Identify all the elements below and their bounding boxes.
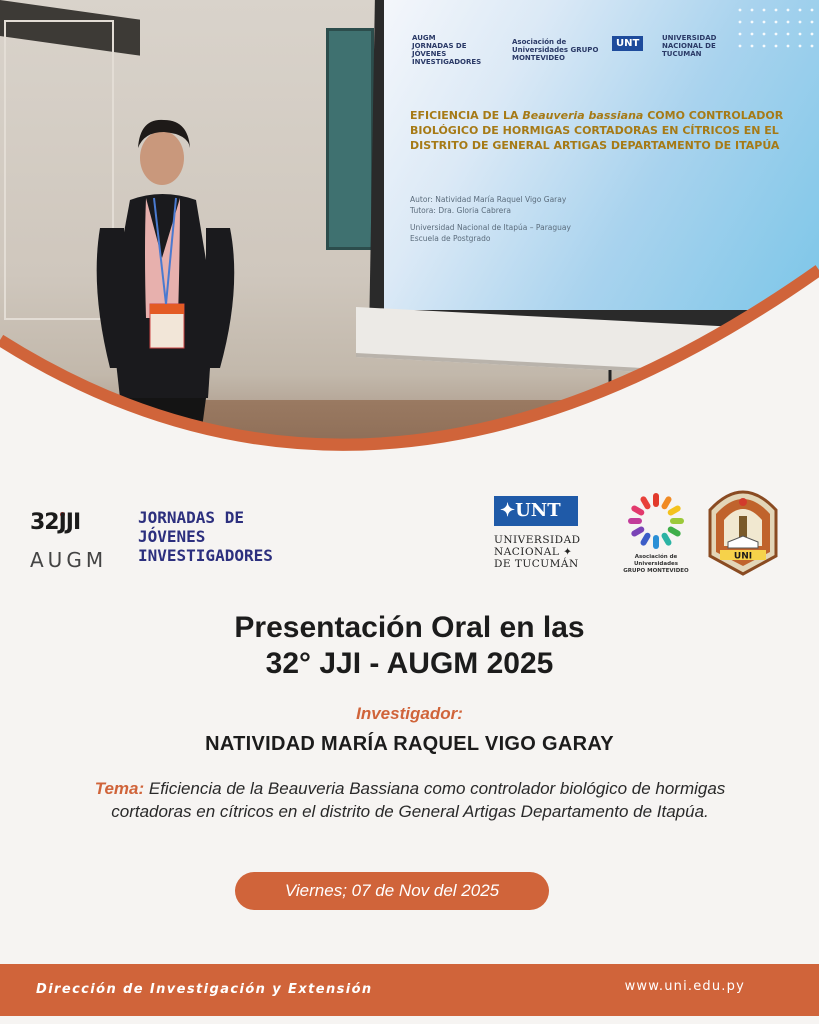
slide-title-part1: EFICIENCIA DE LA	[410, 109, 523, 122]
grupo-text	[616, 554, 696, 575]
jji-augm: AUGM	[30, 548, 108, 572]
jji-letters: JJI	[58, 510, 81, 535]
title-line2: 32° JJI - AUGM 2025	[265, 647, 554, 680]
jji-number	[30, 510, 80, 535]
grupo-line2: GRUPO MONTEVIDEO	[623, 568, 689, 574]
uni-seal-icon	[706, 480, 780, 576]
slide-title-italic: Beauveria bassiana	[522, 109, 644, 122]
unt-line3: DE TUCUMÁN	[494, 558, 579, 570]
logo-unt	[494, 496, 586, 576]
unt-box-text: UNT	[515, 500, 561, 521]
unt-line2-row: NACIONAL ✦	[494, 546, 573, 558]
date-badge: Viernes; 07 de Nov del 2025	[235, 872, 549, 910]
tema-paragraph	[60, 777, 760, 823]
logo-jornadas	[138, 508, 288, 565]
slide-author: Autor: Natividad María Raquel Vigo Garay	[410, 195, 567, 204]
grupo-flower-icon	[616, 488, 696, 554]
slide-logo-unt: UNT	[612, 36, 643, 51]
jornadas-line2: JÓVENES	[138, 527, 206, 546]
jornadas-line3: INVESTIGADORES	[138, 546, 273, 565]
footer-department: Dirección de Investigación y Extensión	[36, 982, 373, 997]
slide-title-part2: COMO CONTROLADOR BIOLÓGICO DE HORMIGAS CORTADORAS EN CÍTRICOS EN EL DISTRITO DE GENERAL ARTIGAS DEPARTAMENTO DE ITAPÚA	[410, 109, 784, 152]
bottom-strip	[0, 1016, 819, 1024]
uni-seal-text: UNI	[733, 551, 753, 562]
slide-school: Escuela de Postgrado	[410, 234, 491, 243]
slide-logo-augm: AUGM	[412, 34, 436, 42]
grupo-line1: Asociación de Universidades	[633, 554, 679, 567]
unt-lines	[494, 534, 581, 570]
jji-number-text: 32	[30, 510, 59, 535]
title-line1: Presentación Oral en las	[234, 611, 585, 644]
investigator-name: NATIVIDAD MARÍA RAQUEL VIGO GARAY	[205, 733, 614, 755]
footer-website-link[interactable]: www.uni.edu.py	[624, 979, 745, 994]
tema-text: Eficiencia de la Beauveria Bassiana como controlador biológico de hormigas cortadoras en cítricos en el distrito de General Artigas Departamento de Itapúa.	[111, 779, 726, 821]
jornadas-line1: JORNADAS DE	[138, 508, 244, 527]
tema-label: Tema:	[94, 779, 145, 798]
slide-university: Universidad Nacional de Itapúa – Paraguay	[410, 223, 571, 232]
logo-32-jji-augm	[30, 510, 116, 572]
slide-logo-jornadas-text: JORNADAS DE JÓVENES INVESTIGADORES	[412, 42, 482, 66]
logo-grupo-montevideo	[616, 488, 696, 578]
unt-line2: NACIONAL	[494, 546, 560, 558]
page-title	[0, 610, 819, 682]
unt-box: ✦UNT	[494, 496, 578, 526]
logo-uni-seal	[706, 480, 780, 576]
slide-logo-unt-sub: UNIVERSIDAD NACIONAL DE TUCUMÁN	[662, 34, 717, 58]
footer-bar	[0, 964, 819, 1016]
slide-logo-grupo: Asociación de Universidades GRUPO MONTEVIDEO	[512, 38, 599, 62]
unt-line1: UNIVERSIDAD	[494, 534, 581, 546]
investigator-label: Investigador:	[356, 704, 463, 723]
slide-tutor: Tutora: Dra. Gloria Cabrera	[410, 206, 511, 215]
